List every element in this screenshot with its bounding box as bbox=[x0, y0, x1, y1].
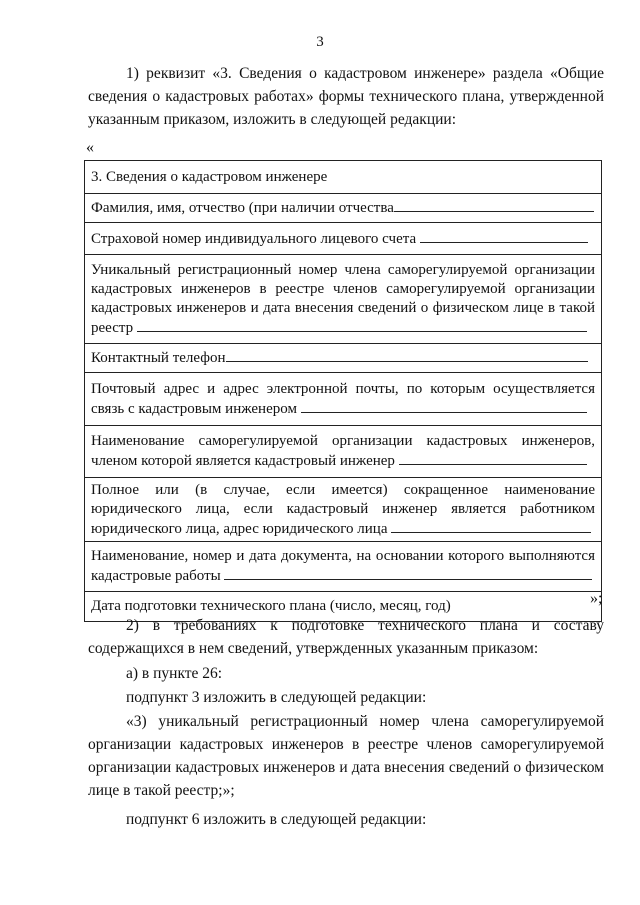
table-row-label: Уникальный регистрационный номер члена саморегулируемой организации кадастровых инженеров в реестре членов саморегулируемой организации кадастровых инженеров и дата внесения сведений о физическом лице в такой реестр bbox=[91, 261, 595, 336]
table-row bbox=[85, 161, 602, 194]
table-row-label: Наименование саморегулируемой организации кадастровых инженеров, членом которой является кадастровый инженер bbox=[91, 433, 595, 469]
fill-line bbox=[301, 399, 587, 413]
table-row bbox=[85, 255, 602, 344]
paragraph-5: «3) уникальный регистрационный номер члена саморегулируемой организации кадастровых инженеров в реестре членов саморегулируемой организации кадастровых инженеров и дата внесения сведений о физическом лице в такой реестр;»; bbox=[88, 713, 604, 799]
table-row bbox=[85, 223, 602, 255]
table-row-label: Контактный телефон bbox=[91, 350, 226, 366]
table-row bbox=[85, 426, 602, 478]
table-row bbox=[85, 478, 602, 542]
paragraph-4: подпункт 3 изложить в следующей редакции: bbox=[126, 689, 427, 706]
cadastral-engineer-form-table bbox=[84, 160, 602, 622]
paragraph-6: подпункт 6 изложить в следующей редакции: bbox=[126, 811, 427, 828]
intro-paragraph: 1) реквизит «3. Сведения о кадастровом инженере» раздела «Общие сведения о кадастровых работах» формы технического плана, утвержденной указанным приказом, изложить в следующей редакции: bbox=[88, 65, 604, 128]
table-row-label: 3. Сведения о кадастровом инженере bbox=[91, 168, 328, 185]
fill-line bbox=[391, 519, 591, 533]
table-row bbox=[85, 194, 602, 223]
fill-line bbox=[224, 566, 592, 580]
table-row-label: Почтовый адрес и адрес электронной почты, по которым осуществляется связь с кадастровым инженером bbox=[91, 380, 595, 417]
table-row-label: Полное или (в случае, если имеется) сокращенное наименование юридического лица, если кадастровый инженер является работником юридического лица, адрес юридического лица bbox=[91, 481, 595, 537]
paragraph-3: а) в пункте 26: bbox=[126, 665, 223, 682]
table-row-label: Страховой номер индивидуального лицевого счета bbox=[91, 230, 417, 247]
fill-line bbox=[420, 229, 588, 243]
table-row-label: Дата подготовки технического плана (число, месяц, год) bbox=[91, 598, 451, 614]
open-quote: « bbox=[86, 139, 94, 156]
close-quote: »; bbox=[590, 590, 603, 607]
table-row-label: Фамилия, имя, отчество (при наличии отчества bbox=[91, 200, 394, 216]
fill-line bbox=[399, 451, 587, 465]
table-row bbox=[85, 344, 602, 373]
table-row-label: Наименование, номер и дата документа, на основании которого выполняются кадастровые работы bbox=[91, 548, 595, 584]
table-row bbox=[85, 542, 602, 592]
page-number: 3 bbox=[316, 34, 324, 50]
fill-line bbox=[394, 198, 594, 212]
paragraph-2: 2) в требованиях к подготовке технического плана и составу содержащихся в нем сведений, утвержденных указанным приказом: bbox=[88, 617, 604, 657]
fill-line bbox=[137, 318, 587, 332]
fill-line bbox=[226, 348, 588, 362]
table-row bbox=[85, 373, 602, 426]
